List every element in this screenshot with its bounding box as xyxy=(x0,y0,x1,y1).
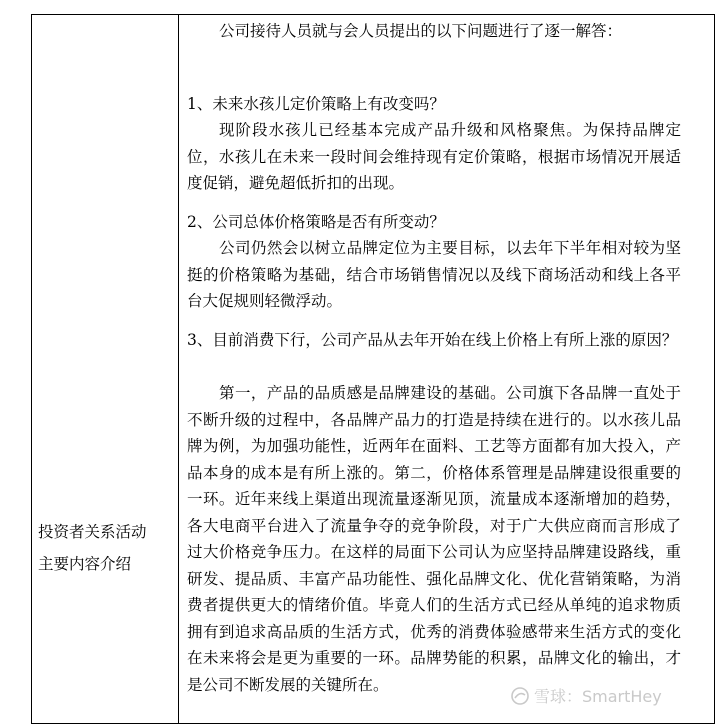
content-cell xyxy=(179,15,714,723)
disclosure-table xyxy=(31,14,715,724)
question-3: 3、目前消费下行，公司产品从去年开始在线上价格上有所上涨的原因？ xyxy=(187,331,678,349)
row-label-cell xyxy=(32,15,179,723)
answer-2: 公司仍然会以树立品牌定位为主要目标，以去年下半年相对较为坚挺的价格策略为基础，结合市场销售情况以及线下商场活动和线上各平台大促规则轻微浮动。 xyxy=(187,239,681,310)
answer-3: 第一，产品的品质感是品牌建设的基础。公司旗下各品牌一直处于不断升级的过程中，各品牌产品力的打造是持续在进行的。以水孩儿品牌为例，为加强功能性，近两年在面料、工艺等方面都有加大投入，产品本身的成本是有所上涨的。第二，价格体系管理是品牌建设很重要的一环。近年来线上渠道出现流量逐渐见顶，流量成本逐渐增加的趋势，各大电商平台进入了流量争夺的竞争阶段，对于广大供应商而言形成了过大价格竞争压力。在这样的局面下公司认为应坚持品牌建设路线，重研发、提品质、丰富产品功能性、强化品牌文化、优化营销策略，为消费者提供更大的情绪价值。毕竟人们的生活方式已经从单纯的追求物质拥有到追求高品质的生活方式，优秀的消费体验感带来生活方式的变化在未来将会是更为重要的一环。品牌势能的积累，品牌文化的输出，才是公司不断发展的关键所在。 xyxy=(187,384,681,694)
row-label-line-2: 主要内容介绍 xyxy=(38,555,132,573)
watermark xyxy=(510,684,662,707)
question-2: 2、公司总体价格策略是否有所变动？ xyxy=(187,213,445,231)
watermark-text: 雪球：SmartHey xyxy=(534,687,662,706)
question-1: 1、未来水孩儿定价策略上有改变吗？ xyxy=(187,95,445,113)
answer-1: 现阶段水孩儿已经基本完成产品升级和风格聚焦。为保持品牌定位，水孩儿在未来一段时间会维持现有定价策略，根据市场情况开展适度促销，避免超低折扣的出现。 xyxy=(187,121,681,192)
intro-paragraph: 公司接待人员就与会人员提出的以下问题进行了逐一解答： xyxy=(219,22,623,40)
snowball-logo-icon xyxy=(510,686,530,706)
row-label xyxy=(38,516,178,580)
row-label-line-1: 投资者关系活动 xyxy=(38,523,147,541)
